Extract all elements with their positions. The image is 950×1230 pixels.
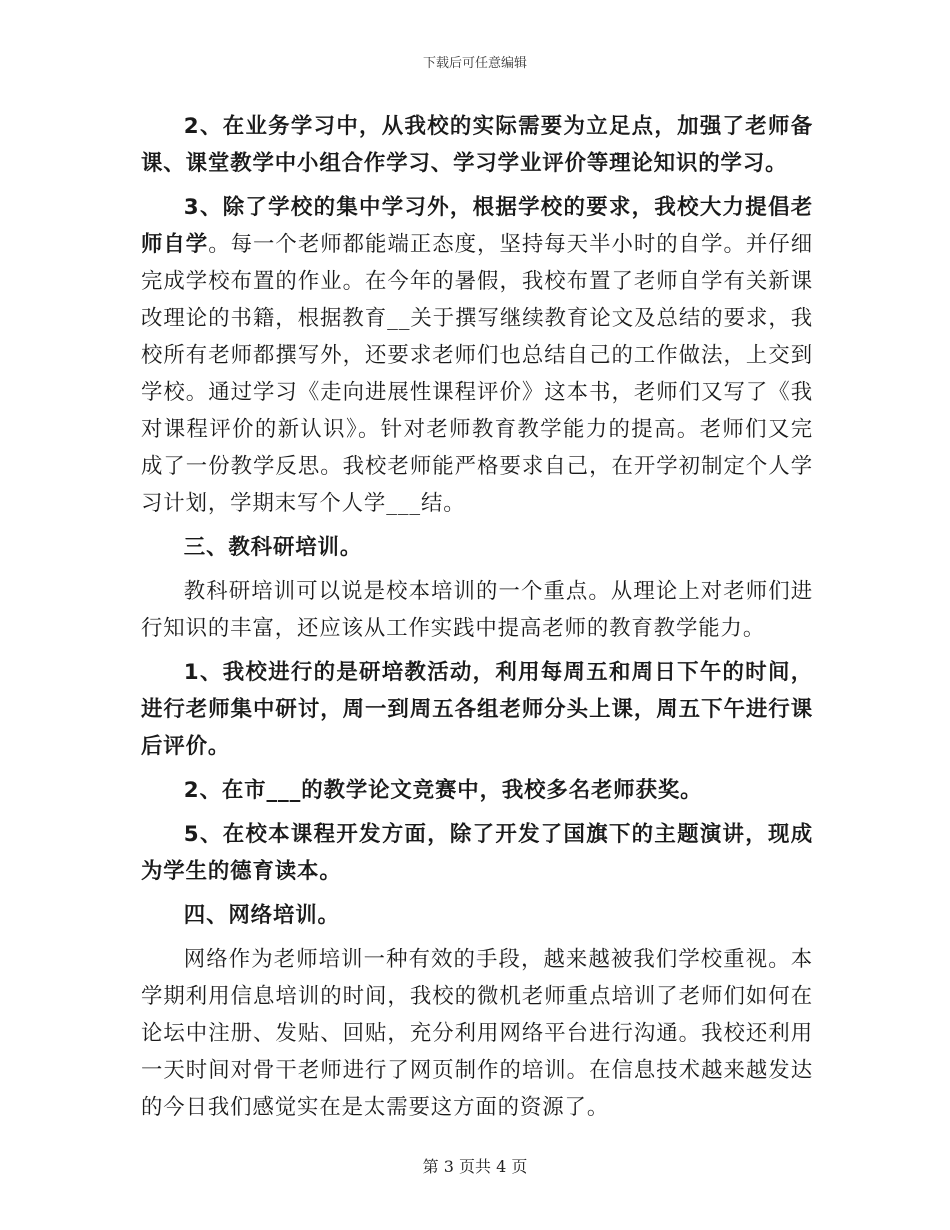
paragraph-lead: 1、我校进行的是研培教活动，利用每周五和周日下午的时间，进行老师集中研讨，周一到周五各组老师分头上课，周五下午进行课后评价。 [141,660,813,759]
paragraph-lead: 四、网络培训。 [183,903,340,928]
paragraph-lead: 2、在业务学习中，从我校的实际需要为立足点，加强了老师备课、课堂教学中小组合作学习、学习学业评价等理论知识的学习。 [141,114,813,176]
page-header: 下载后可任意编辑 [422,56,527,71]
paragraph-lead: 5、在校本课程开发方面，除了开发了国旗下的主题演讲，现成为学生的德育读本。 [141,822,813,884]
paragraph-text: 教科研培训可以说是校本培训的一个重点。从理论上对老师们进行知识的丰富，还应该从工作实践中提高老师的教育教学能力。 [141,579,813,641]
paragraph-paper-competition [141,772,813,809]
paragraph-research-activity [141,654,813,765]
paragraph-business-study [141,108,813,182]
page-footer: 第 3 页共 4 页 [422,1157,528,1176]
paragraph-network-training [141,941,813,1126]
paragraph-text: 网络作为老师培训一种有效的手段，越来越被我们学校重视。本学期利用信息培训的时间，我校的微机老师重点培训了老师们如何在论坛中注册、发贴、回贴，充分利用网络平台进行沟通。我校还利用一天时间对骨干老师进行了网页制作的培训。在信息技术越来越发达的今日我们感觉实在是太需要这方面的资源了。 [141,947,813,1120]
paragraph-lead: 2、在市___的教学论文竞赛中，我校多名老师获奖。 [183,778,703,803]
section-heading-research-training [141,529,813,566]
section-heading-network-training [141,897,813,934]
paragraph-self-study [141,189,813,522]
document-body [141,108,813,1126]
paragraph-lead: 三、教科研培训。 [183,535,363,560]
paragraph-lead: 3、除了学校的集中学习外，根据学校的要求，我校大力提倡老师自学 [141,195,813,257]
paragraph-text: 。每一个老师都能端正态度，坚持每天半小时的自学。并仔细完成学校布置的作业。在今年的暑假，我校布置了老师自学有关新课改理论的书籍，根据教育__关于撰写继续教育论文及总结的要求，我校所有老师都撰写外，还要求老师们也总结自己的工作做法，上交到学校。通过学习《走向进展性课程评价》这本书，老师们又写了《我对课程评价的新认识》。针对老师教育教学能力的提高。老师们又完成了一份教学反思。我校老师能严格要求自己，在开学初制定个人学习计划，学期末写个人学___结。 [141,232,813,516]
paragraph-curriculum-development [141,816,813,890]
paragraph-research-intro [141,573,813,647]
